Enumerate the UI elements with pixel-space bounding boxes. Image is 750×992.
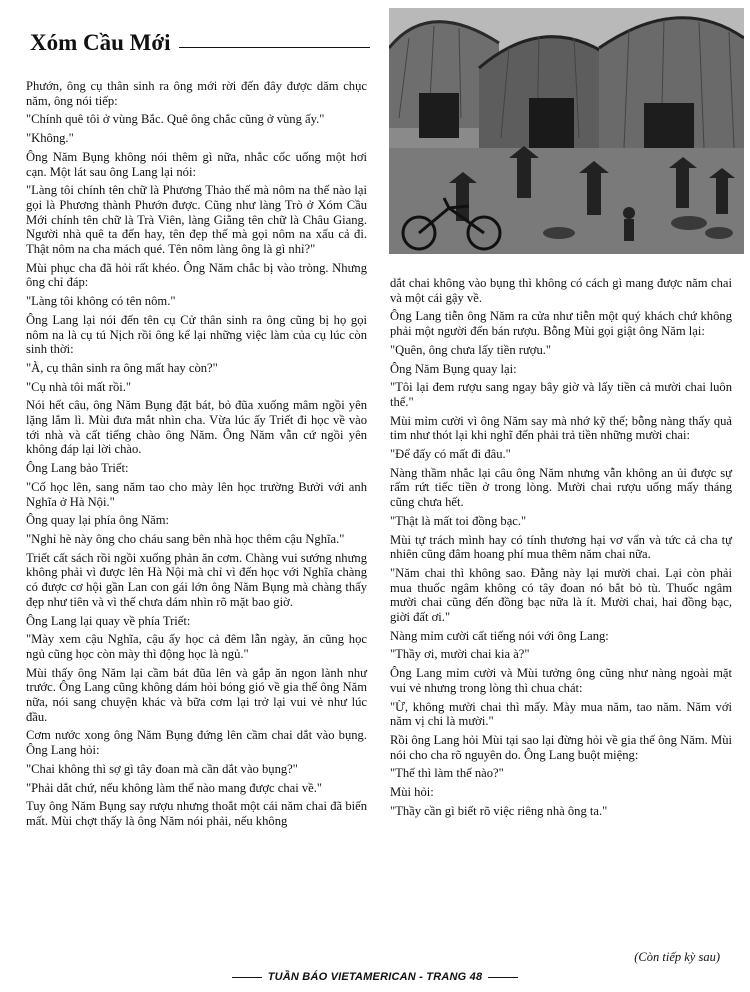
paragraph: "À, cụ thân sinh ra ông mất hay còn?" <box>26 360 218 375</box>
paragraph: "Nghỉ hè này ông cho cháu sang bên nhà học thêm cậu Nghĩa." <box>26 531 345 546</box>
paragraph: Mùi phục cha đã hỏi rất khéo. Ông Năm chắc bị vào tròng. Nhưng ông chỉ đáp: <box>26 260 367 290</box>
paragraph: Mùi hỏi: <box>390 785 434 800</box>
paragraph: "Làng tôi không có tên nôm." <box>26 294 176 309</box>
title-rule <box>179 47 370 48</box>
paragraph: Ông Năm Bụng không nói thêm gì nữa, nhắc cốc uống một hơi cạn. Một lát sau ông Lang lại nói: <box>26 149 367 179</box>
village-market-illustration <box>389 8 744 254</box>
paragraph: Triết cất sách rồi ngồi xuống phản ăn cơm. Chàng vui sướng nhưng không phải vì được lên Hà Nội mà chỉ vì đến học với Nghĩa chàng có được cơ hội gần Lan con gái lớn ông Năm Bụng mà chàng thấy đẹp như tiên và vì thế chưa dám nhìn rõ mặt bao giờ. <box>26 550 367 609</box>
paragraph: Ông Lang bảo Triết: <box>26 461 129 476</box>
paragraph: Mùi mỉm cười vì ông Năm say mà nhớ kỹ thế; bỗng nàng thấy quả tim như thót lại khi nghĩ đến phải trả tiền những mười chai: <box>390 413 732 443</box>
paragraph: Ông Lang mỉm cười và Mùi tưởng ông cũng như nàng ngoài mặt vui vẻ nhưng trong lòng thì chua chát: <box>390 666 732 695</box>
paragraph: Cơm nước xong ông Năm Bụng đứng lên cầm chai dắt vào bụng. Ông Lang hỏi: <box>26 728 367 758</box>
footer-rule-left <box>232 977 262 978</box>
paragraph: "Chính quê tôi ở vùng Bắc. Quê ông chắc cũng ở vùng ấy." <box>26 112 325 127</box>
paragraph: Phướn, ông cụ thân sinh ra ông mới rời đến đây được dăm chục năm, ông nói tiếp: <box>26 79 367 108</box>
footer-rule-right <box>488 977 518 978</box>
paragraph: "Không." <box>26 131 74 146</box>
paragraph: "Năm chai thì không sao. Đằng này lại mười chai. Lại còn phải mua thuốc ngâm không có tây đoan nó bắt bỏ tù. Thuốc ngâm mười chai cũng đến đồng bạc nữa là ít. Mười chai, hai đồng bạc, giời đất ơi." <box>390 565 732 625</box>
page-footer <box>0 971 750 983</box>
footer-text: TUẦN BÁO VIETAMERICAN - TRANG 48 <box>267 971 483 983</box>
illustration-photo <box>389 8 744 254</box>
paragraph: Ông Lang tiễn ông Năm ra cửa như tiễn một quý khách chứ không phải một người đến bán rượu. Bỗng Mùi gọi giật ông Năm lại: <box>390 309 732 339</box>
continued-note: (Còn tiếp kỳ sau) <box>634 950 720 964</box>
paragraph: "Làng tôi chính tên chữ là Phương Thảo thế mà nôm na thế nào lại gọi là Phương thành Phướn được. Cũng như làng Trò ở Xóm Cầu Mới chính tên chữ là Trà Viên, làng Giằng tên chữ là Châu Giang. Người nhà quê ta đến hay, tên đẹp thế mà gọi nôm na xấu cả đi. Thật nôm na cha mách qué. Tên nôm làng ông là gì nhỉ?" <box>26 183 367 257</box>
paragraph: "Cụ nhà tôi mất rồi." <box>26 379 132 394</box>
article-title-text: Xóm Cầu Mới <box>30 30 171 55</box>
right-column <box>390 276 732 823</box>
paragraph: "Mày xem cậu Nghĩa, cậu ấy học cả đêm lẫn ngày, ăn cũng học ngủ cũng học còn mày thì động học là ngủ." <box>26 632 367 661</box>
paragraph: "Chai không thì sợ gì tây đoan mà cần dắt vào bụng?" <box>26 761 298 776</box>
paragraph: "Quên, ông chưa lấy tiền rượu." <box>390 342 552 357</box>
paragraph: "Cố học lên, sang năm tao cho mày lên học trường Bưởi với anh Nghĩa ở Hà Nội." <box>26 479 367 509</box>
paragraph: Nàng mỉm cười cất tiếng nói với ông Lang: <box>390 628 609 643</box>
paragraph: Ông Năm Bụng quay lại: <box>390 361 517 376</box>
paragraph: Ông Lang lại quay về phía Triết: <box>26 613 191 628</box>
paragraph: dắt chai không vào bụng thì không có cách gì mang được năm chai và một cái gậy về. <box>390 276 732 305</box>
paragraph: "Ừ, không mười chai thì mấy. Mày mua năm, tao năm. Năm với năm vị chi là mười." <box>390 699 732 729</box>
paragraph: Nàng thầm nhắc lại câu ông Năm nhưng vẫn không an ủi được sự rấm rứt tiếc tiền ở trong lòng. Mười chai rượu uống mấy tháng cũng chưa hết. <box>390 465 732 510</box>
paragraph: "Để đấy có mất đi đâu." <box>390 447 511 462</box>
paragraph: Mùi tự trách mình hay có tính thương hại vơ vẩn và tức cả cha tự nhiên cũng đâm hoang phí mua thêm năm chai nữa. <box>390 532 732 562</box>
article-title <box>30 30 370 56</box>
paragraph: "Thật là mất toi đồng bạc." <box>390 513 527 528</box>
paragraph: Ông Lang lại nói đến tên cụ Cử thân sinh ra ông cũng bị họ gọi nôm na là cụ tú Nịch rồi ông kể lại những việc làm của cụ lúc còn sinh thời: <box>26 312 367 357</box>
paragraph: Nói hết câu, ông Năm Bụng đặt bát, bỏ đũa xuống mâm ngồi yên lặng lắm lì. Mùi đưa mắt nhìn cha. Vừa lúc ấy Triết đi học về vào tới nhà và cất tiếng chào ông Năm. Ông Năm vẫn cứ ngồi yên không đáp lại lời chào. <box>26 398 367 457</box>
paragraph: Mùi thấy ông Năm lại cầm bát đũa lên và gắp ăn ngon lành như trước. Ông Lang cũng không dám hỏi bóng gió về gia thế ông Năm nữa, nói sang chuyện khác và bữa cơm lại trở lại vui vẻ như lúc đầu. <box>26 665 367 724</box>
left-column <box>26 79 367 833</box>
paragraph: Tuy ông Năm Bụng say rượu nhưng thoắt một cái năm chai đã biến mất. Mùi chợt thấy là ông Năm nói phải, nếu không <box>26 799 367 828</box>
paragraph: "Thế thì làm thế nào?" <box>390 766 504 781</box>
paragraph: "Thầy cần gì biết rõ việc riêng nhà ông ta." <box>390 803 608 818</box>
paragraph: "Tôi lại đem rượu sang ngay bây giờ và lấy tiền cả mười chai luôn thể." <box>390 380 732 409</box>
paragraph: Rồi ông Lang hỏi Mùi tại sao lại đừng hỏi về gia thế ông Năm. Mùi nói cho cha rõ nguyên do. Ông Lang buột miệng: <box>390 732 732 762</box>
paragraph: Ông quay lại phía ông Năm: <box>26 513 170 528</box>
paragraph: "Thầy ơi, mười chai kia à?" <box>390 647 530 662</box>
paragraph: "Phải dắt chứ, nếu không làm thế nào mang được chai về." <box>26 780 323 795</box>
